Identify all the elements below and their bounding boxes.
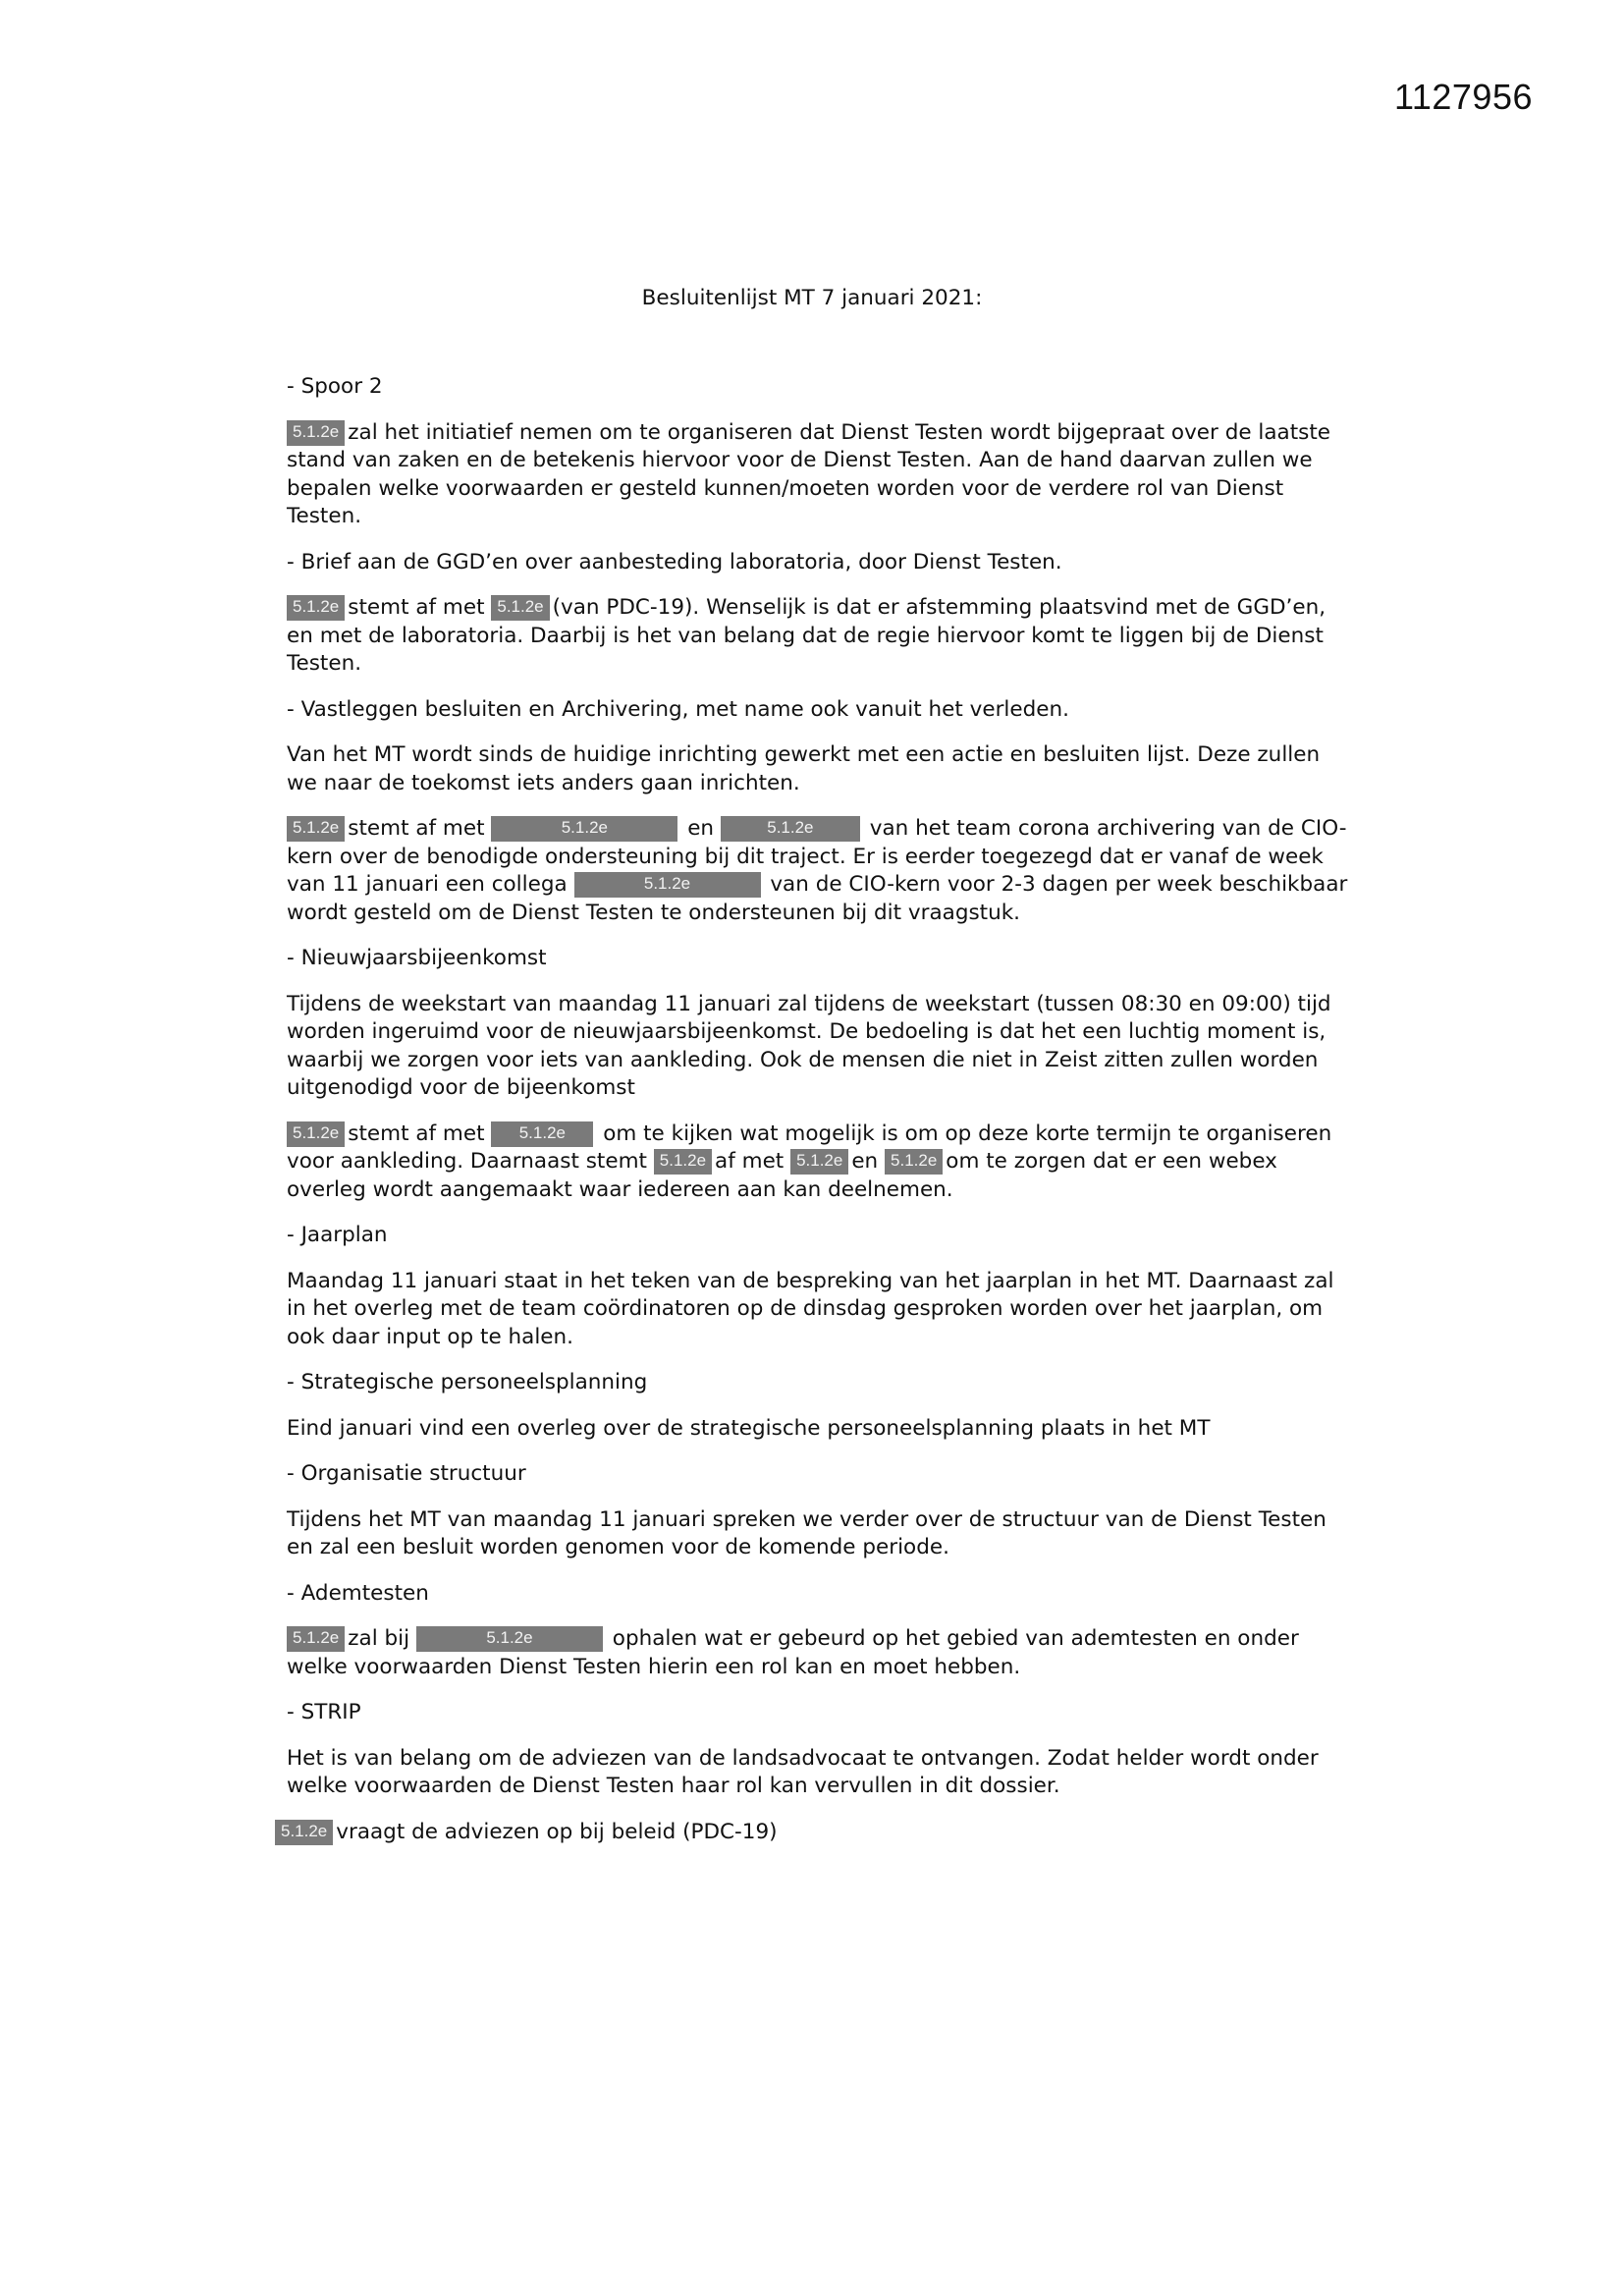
- section-heading: - Organisatie structuur: [287, 1461, 526, 1486]
- paragraph-text: en: [851, 1149, 886, 1174]
- section-heading: - Spoor 2: [287, 374, 383, 399]
- section-heading: - Ademtesten: [287, 1580, 429, 1606]
- paragraph-text: Het is van belang om de adviezen van de landsadvocaat te ontvangen. Zodat helder wordt onder welke voorwaarden de Dienst Testen haar rol kan vervullen in dit dossier.: [287, 1745, 1319, 1798]
- redaction-box: 5.1.2e: [416, 1626, 603, 1652]
- paragraph-text: (van PDC-19). Wenselijk is dat er afstemming plaatsvind met de GGD’en, en met de laboratoria. Daarbij is het van belang dat de regie hiervoor komt te liggen bij de Dienst Testen.: [287, 595, 1326, 676]
- section-heading: - Vastleggen besluiten en Archivering, met name ook vanuit het verleden.: [287, 696, 1069, 722]
- section-paragraph: [287, 1625, 1355, 1681]
- section-paragraph: [287, 741, 1355, 797]
- paragraph-text: Van het MT wordt sinds de huidige inrichting gewerkt met een actie en besluiten lijst. Deze zullen we naar de toekomst iets anders gaan inrichten.: [287, 742, 1321, 795]
- document-id: 1127956: [1394, 77, 1533, 117]
- paragraph-text: van de CIO-kern voor 2-3 dagen per week beschikbaar wordt gesteld om de Dienst Testen te ondersteunen bij dit vraagstuk.: [287, 872, 1348, 925]
- redaction-box: 5.1.2e: [885, 1149, 943, 1175]
- paragraph-text: en: [680, 816, 721, 841]
- section-paragraph: [287, 1121, 1355, 1205]
- paragraph-text: af met: [715, 1149, 791, 1174]
- redaction-box: 5.1.2e: [790, 1149, 848, 1175]
- section: [287, 1369, 1355, 1443]
- section: [287, 1580, 1355, 1682]
- section-paragraph: [287, 1415, 1355, 1444]
- paragraph-text: zal het initiatief nemen om te organiseren dat Dienst Testen wordt bijgepraat over de laatste stand van zaken en de betekenis hiervoor voor de Dienst Testen. Aan de hand daarvan zullen we bepalen welke voorwaarden er gesteld kunnen/moeten worden voor de verdere rol van Dienst Testen.: [287, 419, 1331, 528]
- section-paragraph: [275, 1819, 1355, 1847]
- redaction-box: 5.1.2e: [287, 1626, 345, 1652]
- section-heading: - Jaarplan: [287, 1223, 388, 1247]
- section-paragraph: [287, 1268, 1355, 1352]
- section-heading: - Nieuwjaarsbijeenkomst: [287, 946, 547, 970]
- redaction-box: 5.1.2e: [574, 872, 761, 898]
- paragraph-text: Tijdens het MT van maandag 11 januari spreken we verder over de structuur van de Dienst Testen en zal een besluit worden genomen voor de komende periode.: [287, 1506, 1326, 1559]
- section: [287, 696, 1355, 928]
- redaction-box: 5.1.2e: [287, 1121, 345, 1147]
- section: [287, 945, 1355, 1204]
- paragraph-text: stemt af met: [348, 595, 492, 620]
- redaction-box: 5.1.2e: [287, 420, 345, 446]
- paragraph-text: stemt af met: [348, 816, 492, 841]
- redaction-box: 5.1.2e: [491, 595, 549, 621]
- redaction-box: 5.1.2e: [721, 816, 860, 842]
- section: [287, 1460, 1355, 1562]
- paragraph-text: stemt af met: [348, 1121, 492, 1146]
- section-heading: - Strategische personeelsplanning: [287, 1370, 648, 1394]
- redaction-box: 5.1.2e: [491, 1121, 593, 1147]
- redaction-box: 5.1.2e: [287, 816, 345, 842]
- paragraph-text: vraagt de adviezen op bij beleid (PDC-19): [336, 1819, 778, 1844]
- section: [287, 373, 1355, 531]
- section: [281, 1699, 1355, 1846]
- paragraph-text: Maandag 11 januari staat in het teken van de bespreking van het jaarplan in het MT. Daarnaast zal in het overleg met de team coördinatoren op de dinsdag gesproken worden over het jaarplan, om ook daar input op te halen.: [287, 1268, 1334, 1349]
- section: [287, 1222, 1355, 1351]
- paragraph-text: zal bij: [348, 1626, 416, 1651]
- redaction-box: 5.1.2e: [275, 1820, 333, 1845]
- paragraph-text: van het team corona archivering van de CIO-kern over de benodigde ondersteuning bij dit traject. Er is eerder toegezegd dat er vanaf de week van 11 januari een collega: [287, 816, 1347, 897]
- decision-list: [281, 373, 1355, 1864]
- section-heading: - STRIP: [287, 1700, 361, 1724]
- section-paragraph: [287, 1745, 1355, 1801]
- document-title: Besluitenlijst MT 7 januari 2021:: [641, 286, 983, 310]
- paragraph-text: om te zorgen dat er een webex overleg wordt aangemaakt waar iedereen aan kan deelnemen.: [287, 1149, 1277, 1202]
- redaction-box: 5.1.2e: [287, 595, 345, 621]
- paragraph-text: ophalen wat er gebeurd op het gebied van ademtesten en onder welke voorwaarden Dienst Testen hierin een rol kan en moet hebben.: [287, 1626, 1299, 1679]
- section-paragraph: [287, 815, 1355, 927]
- redaction-box: 5.1.2e: [654, 1149, 712, 1175]
- section-paragraph: [287, 1506, 1355, 1562]
- section-heading: - Brief aan de GGD’en over aanbesteding laboratoria, door Dienst Testen.: [287, 549, 1062, 574]
- redaction-box: 5.1.2e: [491, 816, 677, 842]
- section-paragraph: [287, 991, 1355, 1103]
- paragraph-text: om te kijken wat mogelijk is om op deze korte termijn te organiseren voor aankleding. Daarnaast stemt: [287, 1121, 1332, 1174]
- paragraph-text: Tijdens de weekstart van maandag 11 januari zal tijdens de weekstart (tussen 08:30 en 09:00) tijd worden ingeruimd voor de nieuwjaarsbijeenkomst. De bedoeling is dat het een luchtig moment is, waarbij we zorgen voor iets van aankleding. Ook de mensen die niet in Zeist zitten zullen worden uitgenodigd voor de bijeenkomst: [287, 991, 1331, 1100]
- section-paragraph: [287, 419, 1355, 531]
- section: [287, 549, 1355, 679]
- paragraph-text: Eind januari vind een overleg over de strategische personeelsplanning plaats in het MT: [287, 1415, 1211, 1441]
- section-paragraph: [287, 594, 1355, 679]
